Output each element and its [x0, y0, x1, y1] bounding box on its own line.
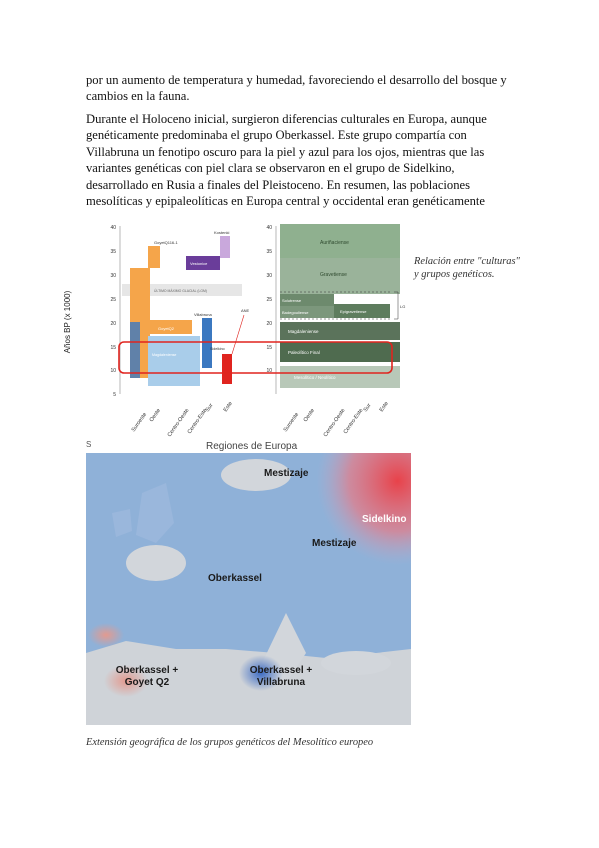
period-label: Epigravetiense [340, 309, 367, 314]
x-tick: Suroeste [130, 411, 149, 434]
bar [148, 246, 160, 268]
y-tick: 35 [110, 249, 116, 255]
x-tick: Centro-Este [186, 407, 209, 436]
x-tick: Oeste [302, 407, 317, 424]
label-sidelkino: Sidelkino [210, 347, 225, 351]
y-tick: 10 [266, 368, 272, 374]
x-tick: Sur [362, 402, 373, 414]
y-tick: 20 [266, 321, 272, 327]
x-tick: Centro-Este [342, 407, 365, 436]
period-label: Paleolítico Final [288, 350, 320, 355]
y-tick: 20 [110, 321, 116, 327]
paragraph-2: Durante el Holoceno inicial, surgieron diferencias culturales en Europa, aunque genéticamente predominaba el grupo Oberkassel. Este grupo compartía con Villabruna un fenotipo oscuro para la piel y azul para los ojos, mientras que las variantes genéticas con piel clara se observaron en el grupo de Sidelkino, desarrollado en Rusia a finales del Pleistoceno. En resumen, las poblaciones mesolíticas y epipaleolíticas en Europa central y occidental eran genéticamente [86, 112, 487, 209]
label-vestonice: Vestonice [190, 261, 208, 266]
period-label: Mesolítico / Neolítico [294, 375, 336, 380]
x-tick: Suroeste [282, 411, 301, 434]
label-ane: ANE [241, 308, 250, 313]
label-goyetq116: GoyetQ116-1 [154, 240, 178, 245]
region-label: Oberkassel + Villabruna [249, 665, 313, 688]
x-tick: Este [222, 400, 234, 414]
map-title: Regiones de Europa [206, 441, 298, 452]
x-tick: Oeste [148, 407, 163, 424]
paragraph-1: por un aumento de temperatura y humedad, favoreciendo el desarrollo del bosque y cambios en la fauna. [86, 73, 507, 104]
region-label: Oberkassel + Goyet Q2 [115, 665, 179, 688]
chart-archaeological-periods [254, 212, 408, 444]
y-tick: 30 [266, 273, 272, 279]
y-tick: 40 [266, 225, 272, 231]
label-kostenki: Kostenki [214, 230, 230, 235]
lg-label: LG [400, 304, 406, 309]
label-goyetq2: GoyetQ2 [158, 326, 175, 331]
period-label: Magdaleniense [288, 329, 319, 334]
figure-caption-1: Relación entre "culturas" y grupos genéticos. [414, 256, 520, 280]
y-tick: 5 [113, 392, 116, 398]
region-label: Oberkassel [208, 573, 262, 584]
bar [220, 236, 230, 258]
lgm-label: ÚLTIMO MÁXIMO GLACIAL (LGM) [154, 289, 207, 293]
period-label: Solutrense [282, 298, 302, 303]
y-tick: 30 [110, 273, 116, 279]
y-tick: 40 [110, 225, 116, 231]
period-label: Auriñaciense [320, 240, 349, 246]
x-tick: Centro-Oeste [322, 407, 347, 439]
region-label: Sidelkino [362, 514, 407, 525]
y-tick: 35 [266, 249, 272, 255]
y-axis-label: Años BP (x 1000) [63, 290, 72, 354]
label-villabruna: Villabruna [194, 312, 212, 317]
x-tick: Este [378, 400, 390, 414]
chart-cultural-groups [63, 212, 254, 444]
label-magdaleniense: Magdaleniense [152, 353, 177, 357]
period-label: Badegouliense [282, 310, 309, 315]
y-tick: 25 [110, 297, 116, 303]
x-tick: Sur [204, 402, 215, 414]
region-label: Mestizaje [312, 538, 357, 549]
period-label: Gravetiense [320, 272, 347, 278]
y-tick: 25 [266, 297, 272, 303]
map-corner-letter: S [86, 440, 92, 449]
x-tick: Centro-Oeste [166, 407, 191, 439]
figure-caption-2: Extensión geográfica de los grupos genéticos del Mesolítico europeo [86, 737, 374, 748]
y-tick: 15 [266, 345, 272, 351]
highlight-box [118, 341, 393, 374]
y-tick: 15 [110, 345, 116, 351]
region-label: Mestizaje [264, 468, 309, 479]
y-tick: 10 [110, 368, 116, 374]
europe-map [86, 453, 411, 725]
